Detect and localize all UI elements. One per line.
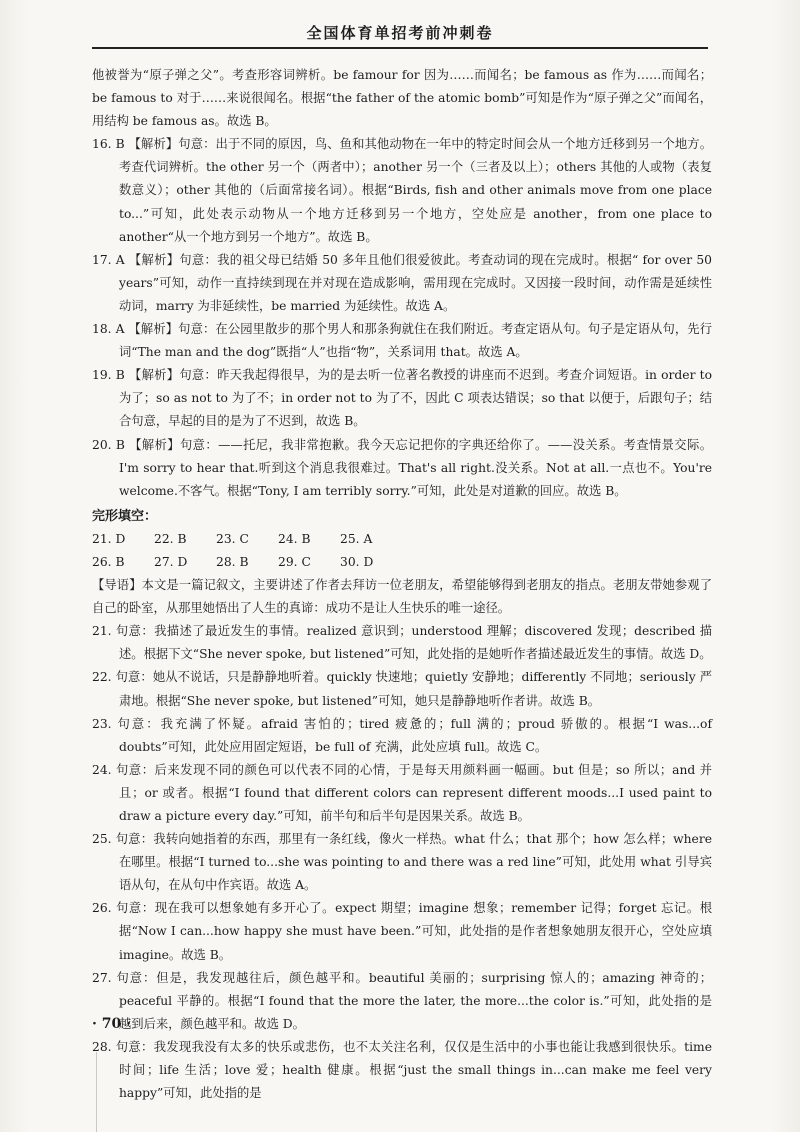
cloze-explanations-list [92, 620, 712, 1105]
answer-22: 22. B [154, 531, 187, 546]
cloze-item-21: 21. 句意：我描述了最近发生的事情。realized 意识到；understood 理解；discovered 发现；described 描述。根据下文“She never spoke, but listened”可知，此处指的是她听作者描述最近发生的事情。故选 D。 [92, 624, 712, 662]
answer-28: 28. B [216, 554, 249, 569]
cloze-section-title: 完形填空： [92, 508, 158, 524]
header-divider [92, 47, 708, 49]
explanations-list [92, 133, 712, 503]
cloze-item-24: 24. 句意：后来发现不同的颜色可以代表不同的心情，于是每天用颜料画一幅画。but 但是；so 所以；and 并且；or 或者。根据“I found that different colors can represent different moods...I used paint to draw a picture every day.”可知，前半句和后半句是因果关系。故选 B。 [92, 762, 712, 823]
explanation-item-17: 17. A 【解析】句意：我的祖父母已结婚 50 多年且他们很爱彼此。考查动词的现在完成时。根据“ for over 50 years”可知，动作一直持续到现在并对现在造成影响，需用现在完成时。又因接一段时间，动作需是延续性动词，marry 为非延续性，be married 为延续性。故选 A。 [92, 252, 712, 313]
page-number: · 70 · [92, 1016, 131, 1032]
cloze-item-25: 25. 句意：我转向她指着的东西，那里有一条红线，像火一样热。what 什么；that 那个；how 怎么样；where 在哪里。根据“I turned to...she was pointing to and there was a red line”可知，此处用 what 引导宾语从句，在从句中作宾语。故选 A。 [92, 832, 712, 893]
explanation-item-19: 19. B 【解析】句意：昨天我起得很早，为的是去听一位著名教授的讲座而不迟到。考查介词短语。in order to 为了；so as not to 为了不；in order not to 为了不，因此 C 项表达错误；so that 以便于，后跟句子；结合句意，早起的目的是为了不迟到，故选 B。 [92, 368, 712, 429]
cloze-item-28: 28. 句意：我发现我没有太多的快乐或悲伤，也不太关注名利，仅仅是生活中的小事也能让我感到很快乐。time 时间；life 生活；love 爱；health 健康。根据“just the small things in...can make me feel very happy”可知，此处指的是 [92, 1039, 712, 1101]
explanation-item-20: 20. B 【解析】句意：——托尼，我非常抱歉。我今天忘记把你的字典还给你了。——没关系。考查情景交际。I'm sorry to hear that.听到这个消息我很难过。That's all right.没关系。Not at all.一点也不。You're welcome.不客气。根据“Tony, I am terribly sorry.”可知，此处是对道歉的回应。故选 B。 [92, 437, 712, 498]
answer-24: 24. B [278, 531, 311, 546]
cloze-item-27: 27. 句意：但是，我发现越往后，颜色越平和。beautiful 美丽的；surprising 惊人的；amazing 神奇的；peaceful 平静的。根据“I found that the more the later, the more...the color is.”可知，此处指的是越到后来，颜色越平和。故选 D。 [92, 970, 712, 1031]
answer-30: 30. D [340, 554, 374, 569]
cloze-intro: 【导语】本文是一篇记叙文，主要讲述了作者去拜访一位老朋友，希望能够得到老朋友的指点。老朋友带她参观了自己的卧室，从那里她悟出了人生的真谛：成功不是让人生快乐的唯一途径。 [92, 578, 712, 616]
cloze-item-23: 23. 句意：我充满了怀疑。afraid 害怕的；tired 疲惫的；full 满的；proud 骄傲的。根据“I was...of doubts”可知，此处应用固定短语，be full of 充满，此处应填 full。故选 C。 [92, 716, 712, 754]
cloze-answers-row-2 [92, 551, 712, 574]
answer-21: 21. D [92, 531, 126, 546]
cloze-item-26: 26. 句意：现在我可以想象她有多开心了。expect 期望；imagine 想象；remember 记得；forget 忘记。根据“Now I can...how happy she must have been.”可知，此处指的是作者想象她朋友很开心，空处应填 imagine。故选 B。 [92, 901, 712, 962]
page-content [92, 64, 712, 1105]
answer-25: 25. A [340, 531, 373, 546]
answer-26: 26. B [92, 554, 125, 569]
answer-27: 27. D [154, 554, 188, 569]
answer-29: 29. C [278, 554, 311, 569]
answer-23: 23. C [216, 531, 249, 546]
continuation-paragraph: 他被誉为“原子弹之父”。考查形容词辨析。be famour for 因为……而闻名；be famous as 作为……而闻名；be famous to 对于……来说很闻名。根据“the father of the atomic bomb”可知是作为“原子弹之父”而闻名，用结构 be famous as。故选 B。 [92, 68, 712, 129]
cloze-item-22: 22. 句意：她从不说话，只是静静地听着。quickly 快速地；quietly 安静地；differently 不同地；seriously 严肃地。根据“She never spoke, but listened”可知，她只是静静地听作者讲。故选 B。 [92, 670, 712, 708]
explanation-item-16: 16. B 【解析】句意：出于不同的原因，鸟、鱼和其他动物在一年中的特定时间会从一个地方迁移到另一个地方。考查代词辨析。the other 另一个（两者中）；another 另一个（三者及以上）；others 其他的人或物（表复数意义）；other 其他的（后面常接名词）。根据“Birds, fish and other animals move from one place to...”可知，此处表示动物从一个地方迁移到另一个地方，空处应是 another，from one place to another“从一个地方到另一个地方”。故选 B。 [92, 137, 712, 244]
binding-margin-line [96, 1052, 97, 1132]
explanation-item-18: 18. A 【解析】句意：在公园里散步的那个男人和那条狗就住在我们附近。考查定语从句。句子是定语从句，先行词“The man and the dog”既指“人”也指“物”，关系词用 that。故选 A。 [92, 322, 712, 360]
cloze-answers-row-1 [92, 528, 712, 551]
page-header-title: 全国体育单招考前冲刺卷 [306, 24, 494, 42]
